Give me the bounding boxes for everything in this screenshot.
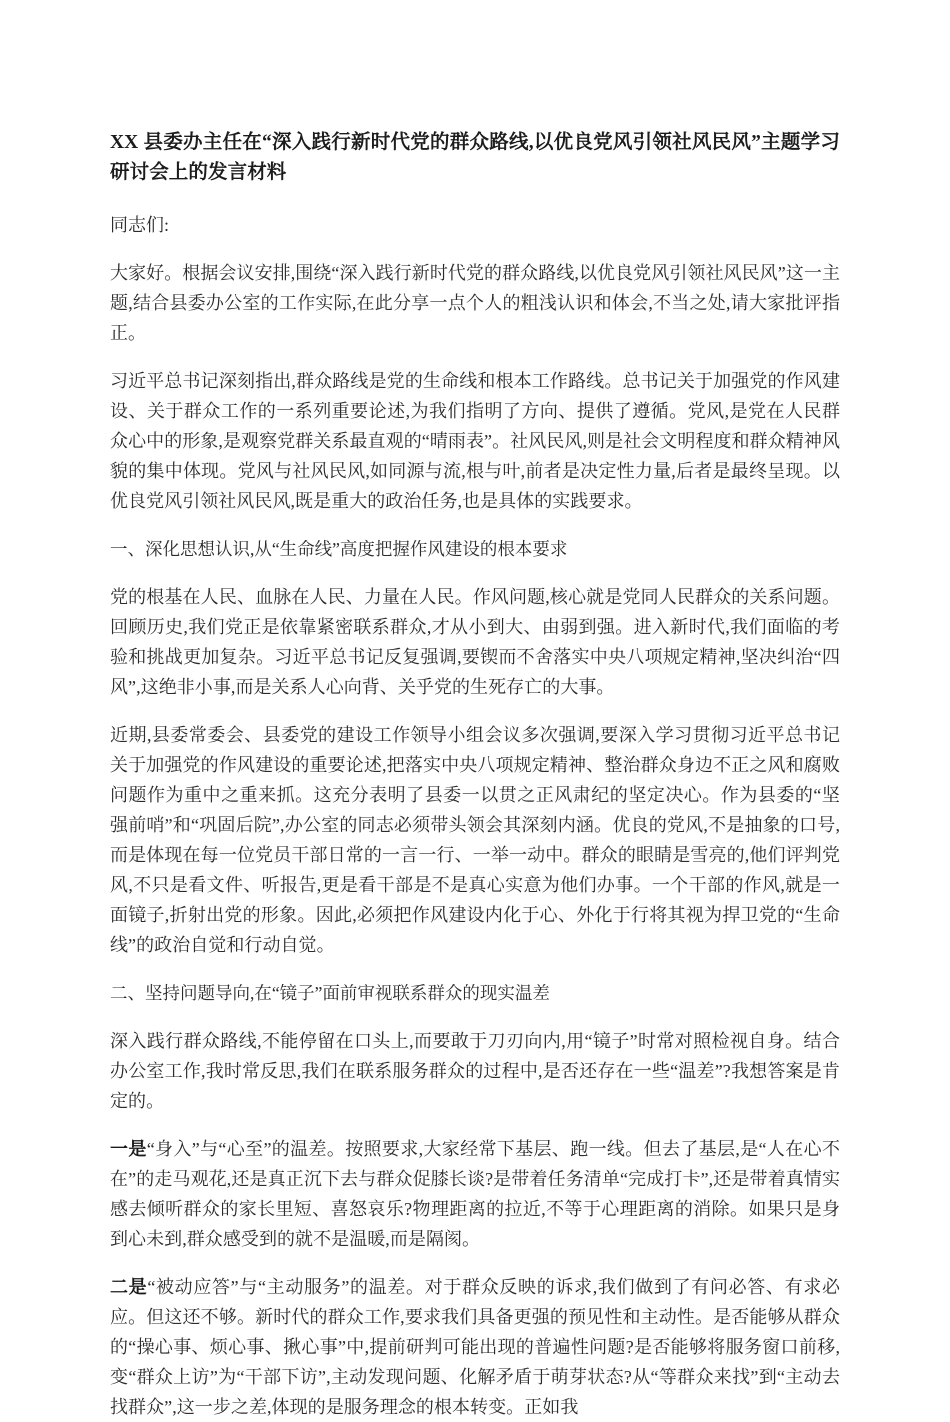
paragraph-text: 习近平总书记深刻指出,群众路线是党的生命线和根本工作路线。总书记关于加强党的作风建设、关于群众工作的一系列重要论述,为我们指明了方向、提供了遵循。党风,是党在人民群众心中的形象,是观察党群关系最直观的“晴雨表”。社风民风,则是社会文明程度和群众精神风貌的集中体现。党风与社风民风,如同源与流,根与叶,前者是决定性力量,后者是最终呈现。以优良党风引领社风民风,既是重大的政治任务,也是具体的实践要求。 (110, 371, 840, 511)
paragraph-text: 党的根基在人民、血脉在人民、力量在人民。作风问题,核心就是党同人民群众的关系问题。回顾历史,我们党正是依靠紧密联系群众,才从小到大、由弱到强。进入新时代,我们面临的考验和挑战更加复杂。习近平总书记反复强调,要锲而不舍落实中央八项规定精神,坚决纠治“四风”,这绝非小事,而是关系人心向背、关乎党的生死存亡的大事。 (110, 587, 840, 697)
document-title: XX 县委办主任在“深入践行新时代党的群众路线,以优良党风引领社风民风”主题学习研讨会上的发言材料 (110, 132, 840, 183)
section-heading (110, 534, 840, 564)
section-heading-text: 二、坚持问题导向,在“镜子”面前审视联系群众的现实温差 (110, 983, 550, 1003)
paragraph-lead-in: 一是 (110, 1139, 147, 1159)
section-heading-text: 一、深化思想认识,从“生命线”高度把握作风建设的根本要求 (110, 539, 568, 559)
body-paragraph (110, 720, 840, 960)
paragraph-text: “被动应答”与“主动服务”的温差。对于群众反映的诉求,我们做到了有问必答、有求必应。但这还不够。新时代的群众工作,要求我们具备更强的预见性和主动性。是否能够从群众的“操心事、烦心事、揪心事”中,提前研判可能出现的普遍性问题?是否能够将服务窗口前移,变“群众上访”为“干部下访”,主动发现问题、化解矛盾于萌芽状态?从“等群众来找”到“主动去找群众”,这一步之差,体现的是服务理念的根本转变。正如我 (110, 1277, 840, 1417)
salutation: 同志们: (110, 215, 170, 235)
paragraph-text: 大家好。根据会议安排,围绕“深入践行新时代党的群众路线,以优良党风引领社风民风”这一主题,结合县委办公室的工作实际,在此分享一点个人的粗浅认识和体会,不当之处,请大家批评指正。 (110, 263, 840, 343)
paragraph-lead-in: 二是 (110, 1277, 148, 1297)
document-body (110, 128, 840, 1422)
paragraph-text: “身入”与“心至”的温差。按照要求,大家经常下基层、跑一线。但去了基层,是“人在心不在”的走马观花,还是真正沉下去与群众促膝长谈?是带着任务清单“完成打卡”,还是带着真情实感去倾听群众的家长里短、喜怒哀乐?物理距离的拉近,不等于心理距离的消除。如果只是身到心未到,群众感受到的就不是温暖,而是隔阂。 (110, 1139, 840, 1249)
body-paragraph (110, 582, 840, 702)
body-paragraph (110, 258, 840, 348)
body-paragraph (110, 1272, 840, 1422)
section-heading (110, 978, 840, 1008)
content-blocks (110, 258, 840, 1422)
body-paragraph (110, 1026, 840, 1116)
body-paragraph (110, 1134, 840, 1254)
paragraph-text: 深入践行群众路线,不能停留在口头上,而要敢于刀刃向内,用“镜子”时常对照检视自身。结合办公室工作,我时常反思,我们在联系服务群众的过程中,是否还存在一些“温差”?我想答案是肯定的。 (110, 1031, 840, 1111)
body-paragraph (110, 366, 840, 516)
paragraph-text: 近期,县委常委会、县委党的建设工作领导小组会议多次强调,要深入学习贯彻习近平总书记关于加强党的作风建设的重要论述,把落实中央八项规定精神、整治群众身边不正之风和腐败问题作为重中之重来抓。这充分表明了县委一以贯之正风肃纪的坚定决心。作为县委的“坚强前哨”和“巩固后院”,办公室的同志必须带头领会其深刻内涵。优良的党风,不是抽象的口号,而是体现在每一位党员干部日常的一言一行、一举一动中。群众的眼睛是雪亮的,他们评判党风,不只是看文件、听报告,更是看干部是不是真心实意为他们办事。一个干部的作风,就是一面镜子,折射出党的形象。因此,必须把作风建设内化于心、外化于行将其视为捍卫党的“生命线”的政治自觉和行动自觉。 (110, 725, 840, 955)
